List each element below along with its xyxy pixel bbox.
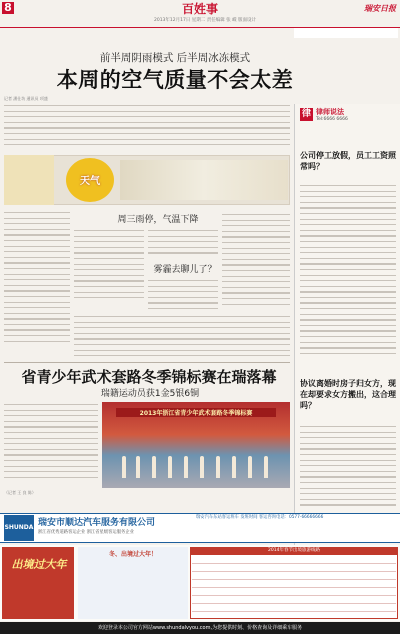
travel-ad-table-header: 2014年春节出境旅游线路 <box>190 547 398 555</box>
sports-headline: 省青少年武术套路冬季锦标赛在瑞落幕 <box>21 368 277 386</box>
bus-company-logo: SHUNDA <box>4 515 34 541</box>
article-lead-text <box>4 104 290 152</box>
table-row <box>192 595 396 596</box>
table-row <box>192 579 396 580</box>
table-row <box>192 571 396 572</box>
section-title: 百姓事 <box>181 2 218 16</box>
article-column-4 <box>222 212 290 312</box>
sports-caption: （记者 王 良 陈） <box>4 490 36 495</box>
law-icon: 律 <box>301 109 311 119</box>
bus-company-tagline: 浙江省优秀道路客运企业 浙江省星级客运服务企业 <box>38 530 134 535</box>
article-column-3 <box>148 228 218 258</box>
article-subhead-1: 周三雨停，气温下降 <box>117 215 199 225</box>
article-byline: 记者 潘仕坊 通讯员 项盛 <box>4 96 48 101</box>
newspaper-brand: 瑞安日报 <box>364 4 396 13</box>
legal-question-1: 公司停工放假，员工工资照常吗？ <box>300 151 396 171</box>
travel-ad-table <box>190 547 398 619</box>
table-row <box>192 563 396 564</box>
legal-column-title: 律师说法 <box>316 108 344 116</box>
legal-answer-1 <box>300 183 396 369</box>
sidebar-top-space <box>294 28 398 38</box>
bus-company-info: 瑞安汽车东站客运班车 发班时间 客运咨询电话：0577-66666666 <box>196 515 324 520</box>
article-column-1 <box>4 210 70 358</box>
sports-article-text <box>4 402 98 488</box>
issue-info: 2013年12月17日 星期二 责任编辑 张 嵘 版面设计 <box>153 18 257 23</box>
travel-ad-middle-title: 冬、出境过大年！ <box>108 551 157 558</box>
footer-banner: 欢迎登录本公司官方网站www.shundalvyou.com,为您提供时刻、价格查询及详细乘车服务 <box>0 622 400 634</box>
weather-badge-label: 天气 <box>80 176 100 187</box>
table-row <box>192 603 396 604</box>
table-row <box>192 611 396 612</box>
article-column-bottom <box>74 314 290 360</box>
legal-column-tel: Tel:6666 6666 <box>316 117 348 122</box>
bus-company-name: 瑞安市顺达汽车服务有限公司 <box>38 518 156 528</box>
weather-graphic-left-panel <box>4 155 54 205</box>
article-subhead-2: 雾霾去聊儿了？ <box>153 265 217 275</box>
weather-forecast-strip <box>120 160 288 200</box>
legal-question-2: 协议离婚时房子归女方，现在却要求女方搬出，这合理吗？ <box>300 379 396 410</box>
article-headline: 本周的空气质量不会太差 <box>56 68 294 92</box>
travel-ad-title: 出境过大年 <box>11 558 67 571</box>
article-kicker: 前半周阴雨模式 后半周冰冻模式 <box>99 52 251 64</box>
sports-subheadline: 瑞籍运动员获1金5银6铜 <box>100 389 200 399</box>
photo-banner: 2013年浙江省青少年武术套路冬季锦标赛 <box>116 408 276 417</box>
article-column-2 <box>74 228 144 310</box>
table-row <box>192 587 396 588</box>
section-divider <box>4 362 290 363</box>
page-number: 8 <box>2 2 14 14</box>
article-column-3b <box>148 278 218 312</box>
